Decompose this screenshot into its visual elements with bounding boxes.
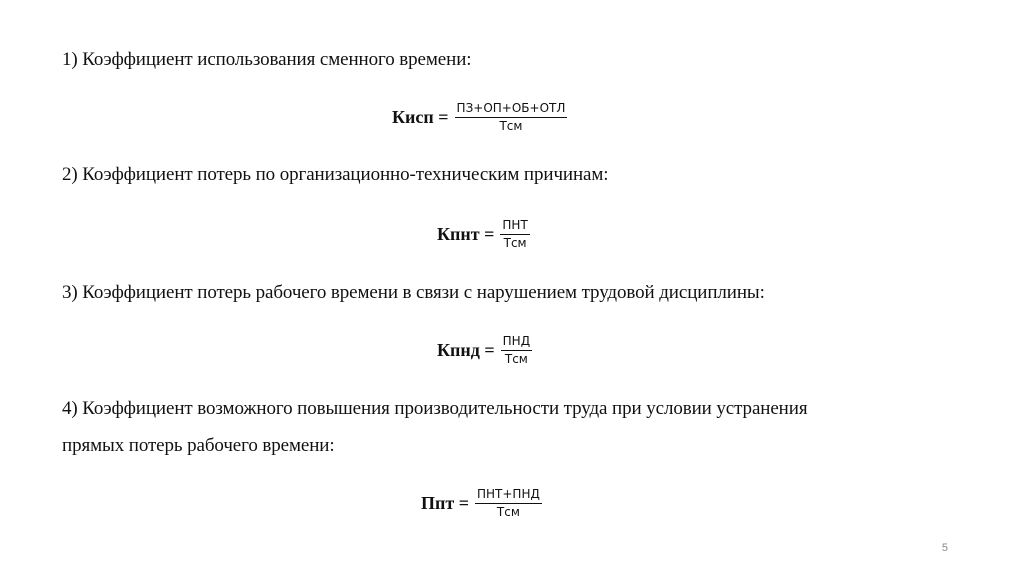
formula-kpnt-numerator: ПНТ [500,218,529,235]
formula-ppt-lhs: Ппт = [421,493,469,513]
formula-kpnd-numerator: ПНД [501,334,532,351]
item-4-text-line-2: прямых потерь рабочего времени: [62,435,335,456]
formula-kpnd-denominator: Тсм [504,352,528,366]
formula-kpnd-lhs: Кпнд = [437,340,495,360]
formula-kisp-numerator: ПЗ+ОП+ОБ+ОТЛ [455,101,568,118]
formula-ppt-fraction [475,487,542,520]
item-3-text: 3) Коэффициент потерь рабочего времени в связи с нарушением трудовой дисциплины: [62,282,765,303]
item-1-text: 1) Коэффициент использования сменного времени: [62,49,472,70]
formula-ppt [421,487,542,520]
formula-kpnt-fraction [500,218,529,251]
formula-kisp-fraction [455,101,568,134]
formula-kpnt [437,218,530,251]
page-number: 5 [941,542,948,554]
item-4-text-line-1: 4) Коэффициент возможного повышения производительности труда при условии устранения [62,398,808,419]
formula-kisp [392,101,567,134]
formula-kpnt-lhs: Кпнт = [437,224,495,244]
formula-kpnd-fraction [501,334,532,367]
formula-kisp-lhs: Кисп = [392,107,449,127]
formula-ppt-denominator: Тсм [496,505,520,519]
formula-ppt-numerator: ПНТ+ПНД [475,487,542,504]
formula-kisp-denominator: Тсм [499,119,523,133]
formula-kpnt-denominator: Тсм [503,236,527,250]
formula-kpnd [437,334,532,367]
item-2-text: 2) Коэффициент потерь по организационно-техническим причинам: [62,164,609,185]
